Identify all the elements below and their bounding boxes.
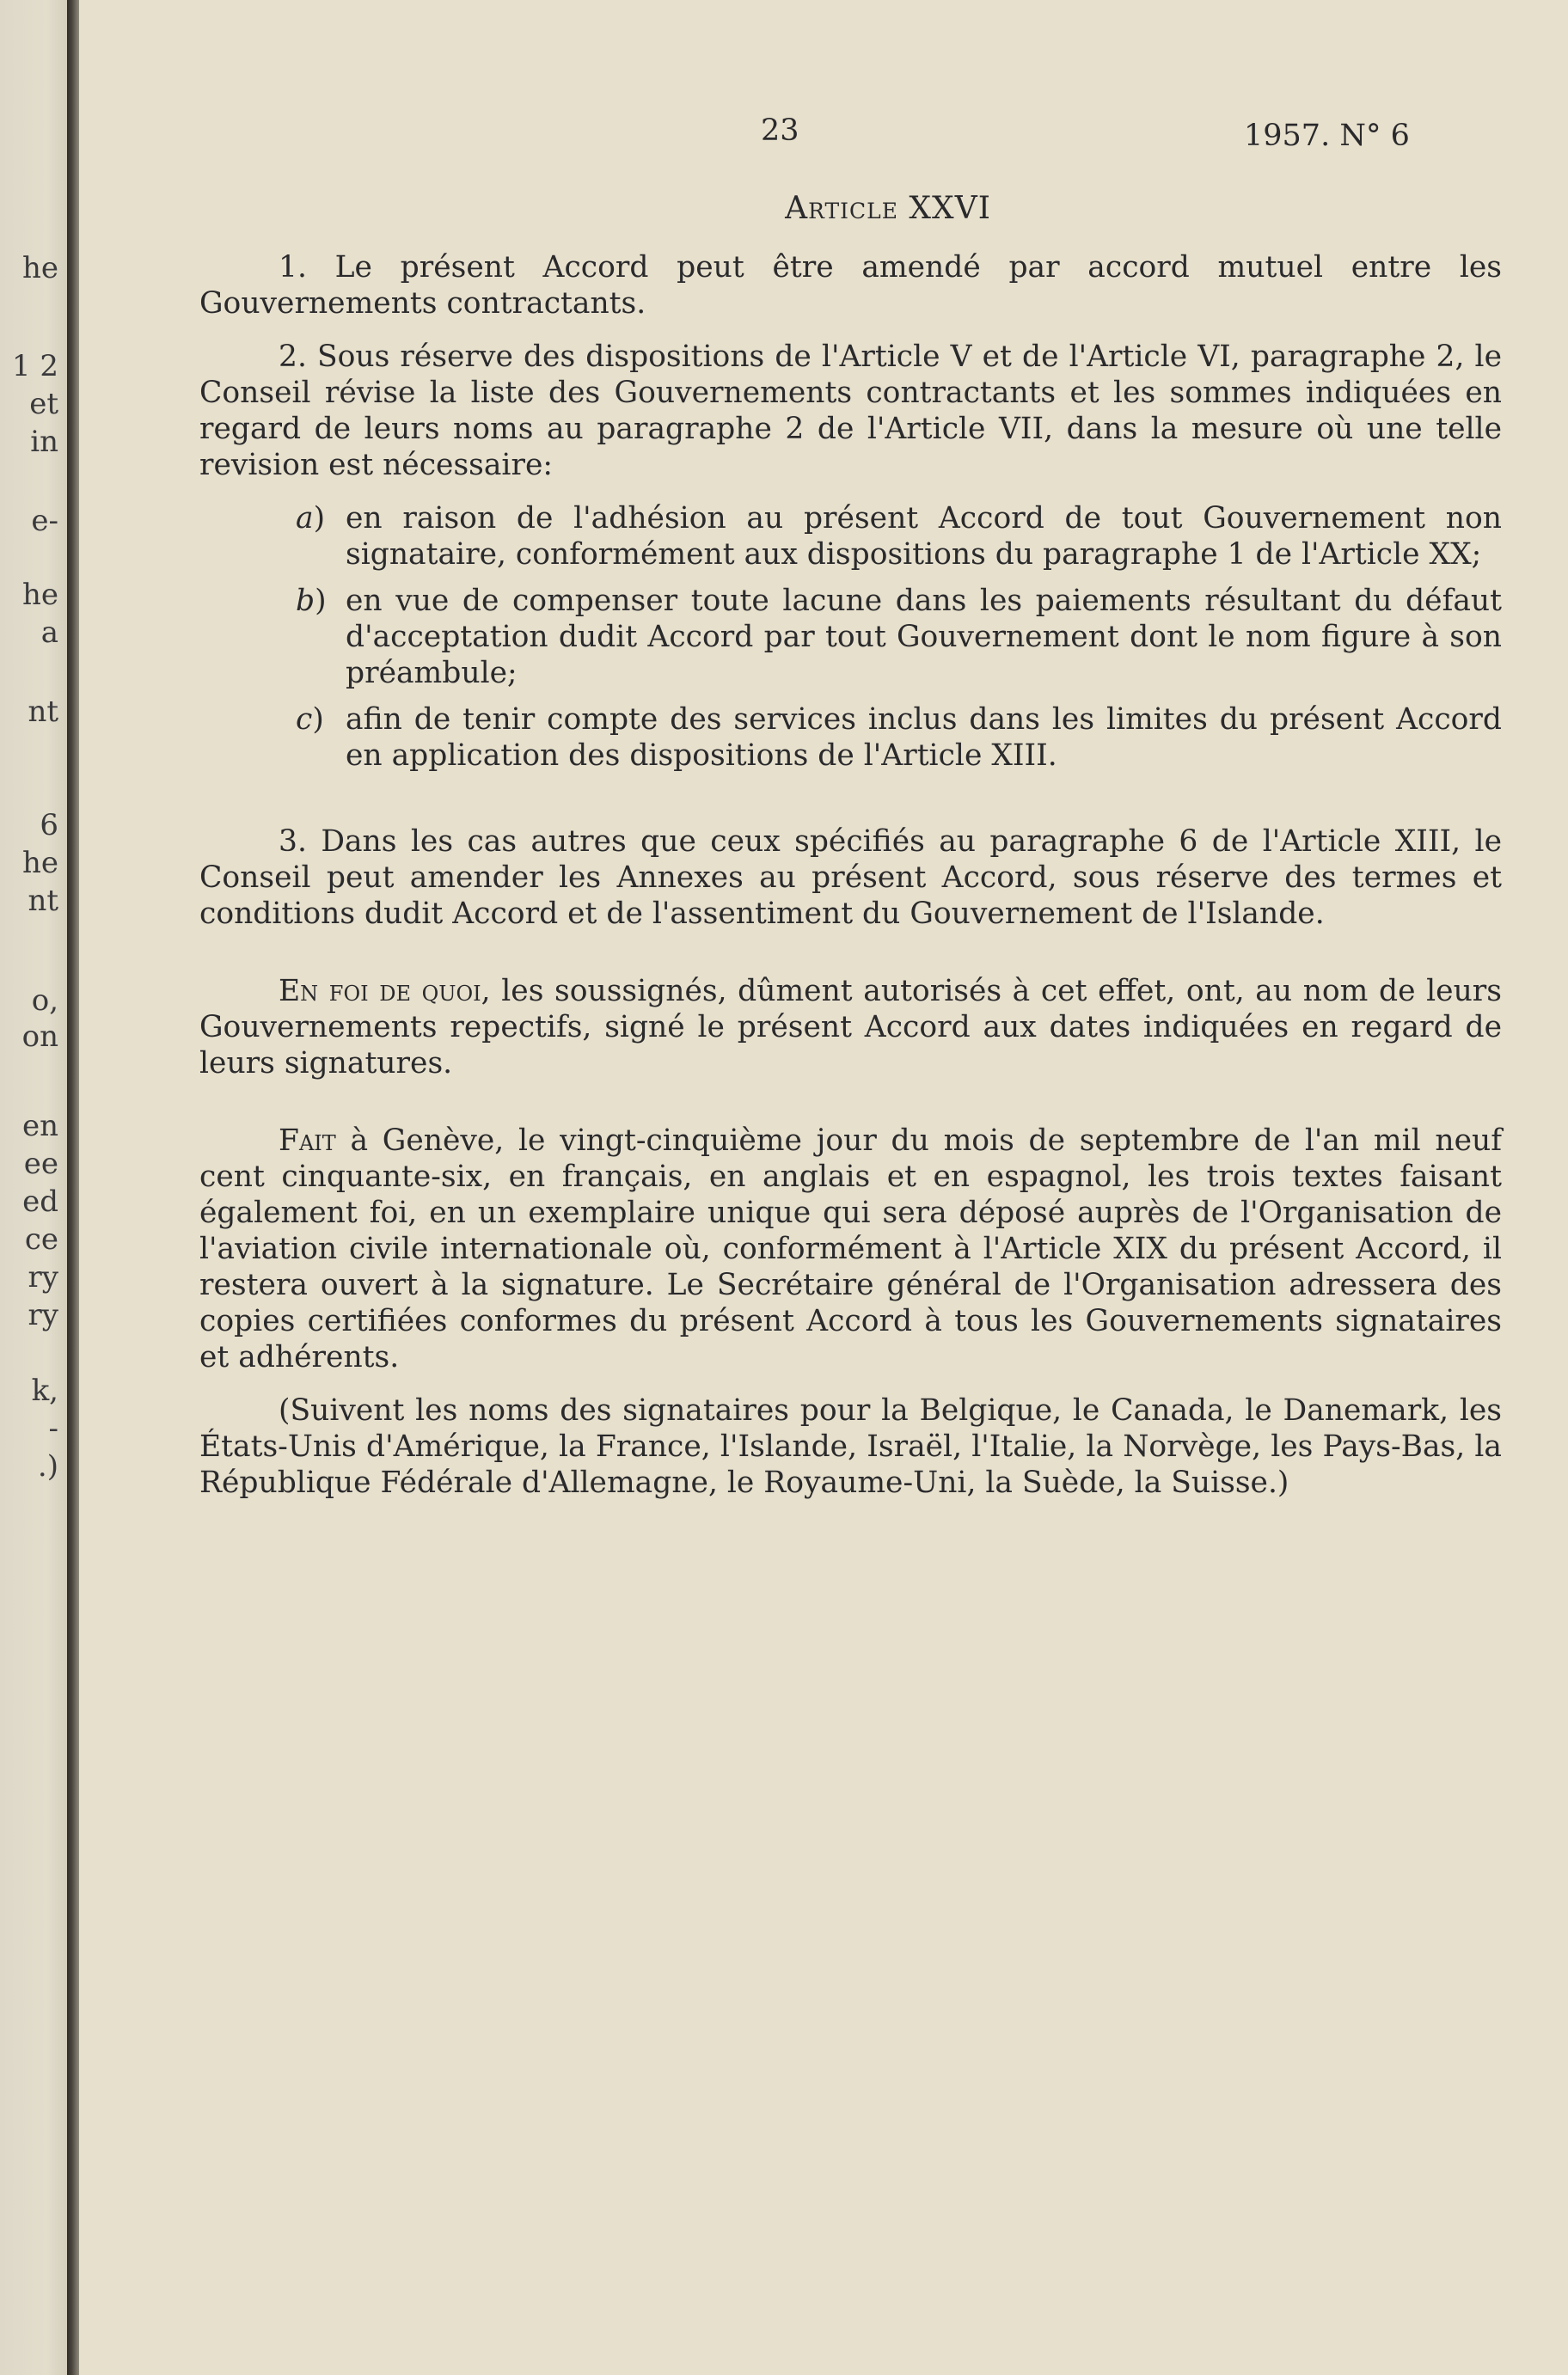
article-body (199, 249, 1502, 1522)
item-text: afin de tenir compte des services inclus dans les limites du présent Accord en application des dispositions de l'Article XIII. (346, 702, 1502, 773)
prev-page-fragment: he (21, 846, 58, 880)
witness-clause (199, 973, 1502, 1081)
prev-page-fragment: he (21, 251, 58, 285)
done-text: à Genève, le vingt-cinquième jour du mois de septembre de l'an mil neuf cent cinquante-six, en français, en anglais et en espagnol, les trois textes faisant également foi, en un exemplaire unique qui sera déposé auprès de l'Organisation de l'aviation civile internationale où, conformément à l'Article XIX du présent Accord, il restera ouvert à la signature. Le Secrétaire général de l'Organisation adressera des copies certifiées conformes du présent Accord à tous les Gouvernements signataires et adhérents. (199, 1123, 1502, 1374)
item-label: a) (296, 501, 326, 536)
prev-page-fragment: 6 (40, 808, 58, 842)
done-lead: Fait (279, 1123, 336, 1158)
prev-page-fragment: in (30, 425, 58, 459)
prev-page-fragment: a (40, 615, 58, 650)
prev-page-fragment: on (21, 1019, 58, 1054)
previous-page-margin (0, 0, 67, 2375)
item-label: c) (296, 702, 324, 737)
signatories-note: (Suivent les noms des signataires pour la Belgique, le Canada, le Danemark, les États-Unis d'Amérique, la France, l'Islande, Israël, l'Italie, la Norvège, les Pays-Bas, la République Fédérale d'Allemagne, le Royaume-Uni, la Suède, la Suisse.) (199, 1393, 1502, 1500)
paragraph-2-items (199, 500, 1502, 774)
prev-page-fragment: e- (31, 504, 58, 538)
prev-page-fragment: he (21, 578, 58, 612)
prev-page-fragment: o, (31, 983, 58, 1018)
prev-page-fragment: 1 2 (11, 349, 58, 383)
prev-page-fragment: - (48, 1411, 58, 1446)
done-at-clause (199, 1123, 1502, 1375)
prev-page-fragment: ce (24, 1222, 58, 1257)
list-item (199, 500, 1502, 572)
witness-lead: En foi de quoi, (279, 974, 491, 1008)
prev-page-fragment: ee (23, 1147, 58, 1181)
prev-page-fragment: nt (28, 695, 58, 729)
page-header (79, 113, 1568, 156)
prev-page-fragment: en (21, 1109, 58, 1143)
document-reference: 1957. N° 6 (1244, 119, 1410, 153)
page-number: 23 (761, 113, 799, 148)
prev-page-fragment: ed (22, 1184, 58, 1219)
item-text: en vue de compenser toute lacune dans les paiements résultant du défaut d'acceptation dudit Accord par tout Gouvernement dont le nom figure à son préambule; (346, 584, 1502, 690)
paragraph-3: 3. Dans les cas autres que ceux spécifiés au paragraphe 6 de l'Article XIII, le Conseil peut amender les Annexes au présent Accord, sous réserve des termes et conditions dudit Accord et de l'assentiment du Gouvernement de l'Islande. (199, 824, 1502, 931)
witness-text: les soussignés, dûment autorisés à cet effet, ont, au nom de leurs Gouvernements repectifs, signé le présent Accord aux dates indiquées en regard de leurs signatures. (199, 974, 1502, 1080)
book-gutter (67, 0, 79, 2375)
prev-page-fragment: .) (37, 1449, 58, 1484)
article-title: Article XXVI (785, 191, 991, 226)
item-text: en raison de l'adhésion au présent Accord de tout Gouvernement non signataire, conformément aux dispositions du paragraphe 1 de l'Article XX; (346, 501, 1502, 572)
paragraph-1: 1. Le présent Accord peut être amendé par accord mutuel entre les Gouvernements contractants. (199, 250, 1502, 321)
item-label: b) (296, 584, 327, 618)
prev-page-fragment: ry (28, 1260, 58, 1295)
document-page (79, 0, 1568, 2375)
list-item (199, 583, 1502, 691)
paragraph-2: 2. Sous réserve des dispositions de l'Article V et de l'Article VI, paragraphe 2, le Conseil révise la liste des Gouvernements contractants et les sommes indiquées en regard de leurs noms au paragraphe 2 de l'Article VII, dans la mesure où une telle revision est nécessaire: (199, 340, 1502, 482)
prev-page-fragment: et (29, 387, 58, 421)
prev-page-fragment: ry (28, 1298, 58, 1332)
prev-page-fragment: nt (28, 884, 58, 918)
prev-page-fragment: k, (31, 1374, 58, 1408)
list-item (199, 701, 1502, 774)
